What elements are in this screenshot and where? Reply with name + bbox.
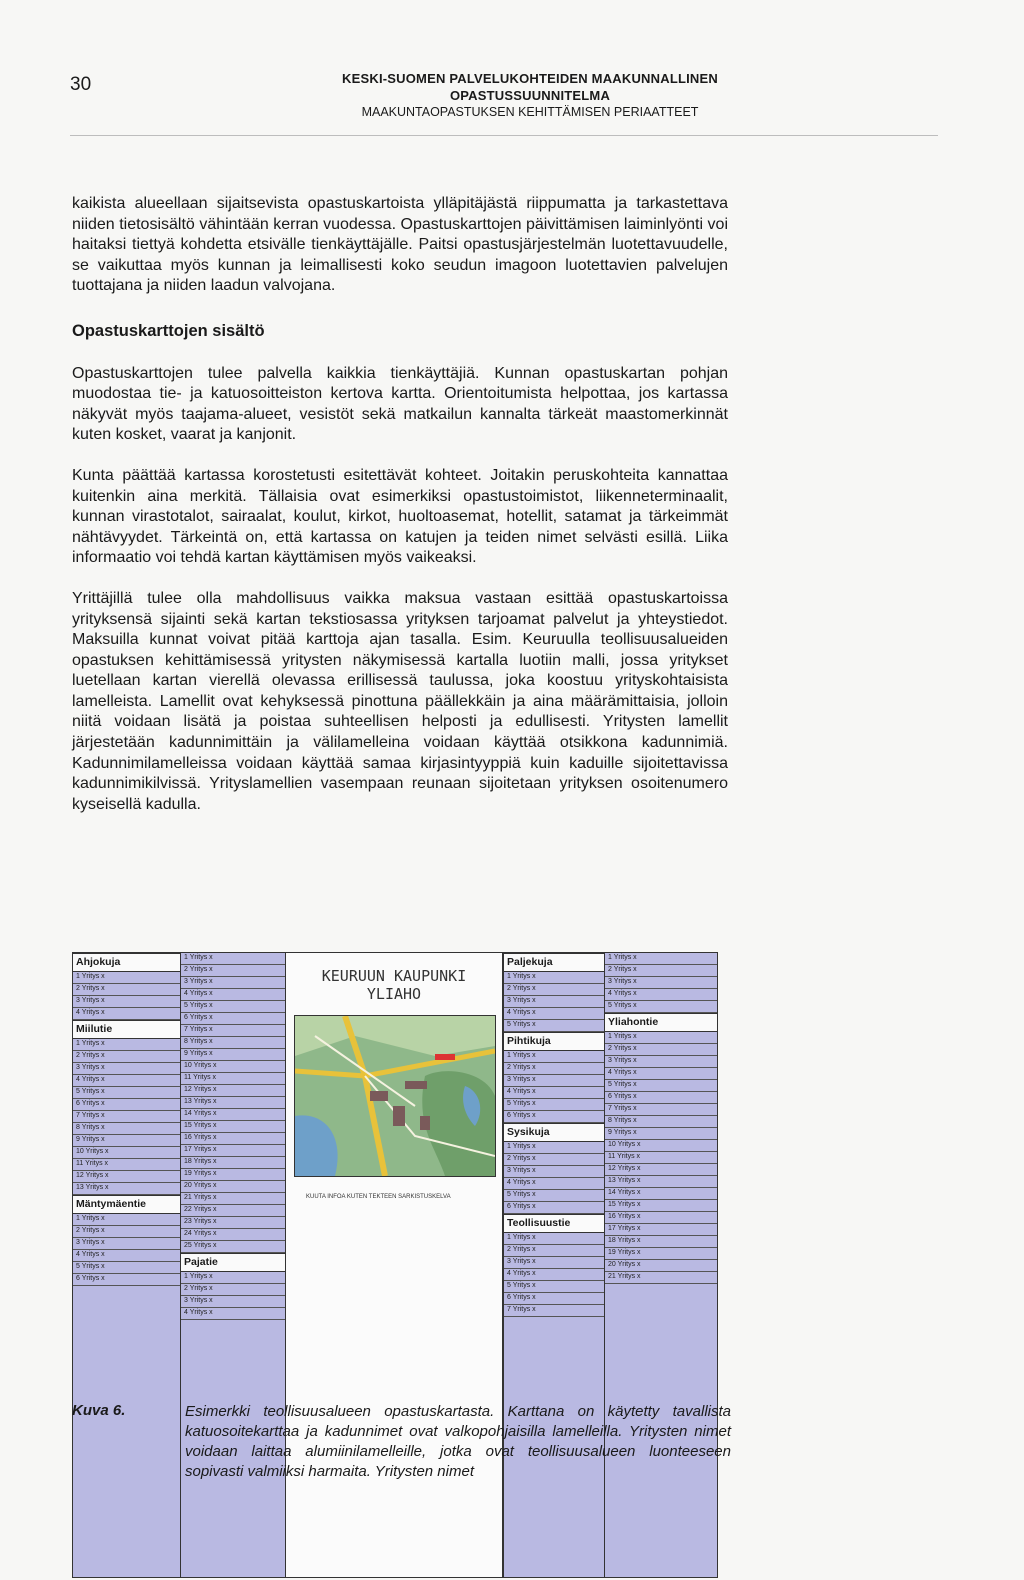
- map-title: [286, 967, 502, 1003]
- company-lamella: 3 Yritys x: [73, 1238, 181, 1250]
- lamella-group: [504, 1142, 605, 1214]
- company-lamella: 11 Yritys x: [605, 1152, 717, 1164]
- lamella-group: [73, 1039, 181, 1195]
- lamella-group: [605, 1032, 717, 1284]
- street-lamella: Ahjokuja: [73, 953, 181, 972]
- company-lamella: 15 Yritys x: [605, 1200, 717, 1212]
- street-lamella: Pihtikuja: [504, 1032, 605, 1051]
- company-lamella: 16 Yritys x: [605, 1212, 717, 1224]
- company-lamella: 18 Yritys x: [605, 1236, 717, 1248]
- company-lamella: 12 Yritys x: [73, 1171, 181, 1183]
- company-lamella: 19 Yritys x: [181, 1169, 285, 1181]
- company-lamella: 4 Yritys x: [504, 1087, 605, 1099]
- company-lamella: 4 Yritys x: [605, 1068, 717, 1080]
- company-lamella: 2 Yritys x: [504, 1154, 605, 1166]
- company-lamella: 2 Yritys x: [605, 1044, 717, 1056]
- company-lamella: 13 Yritys x: [605, 1176, 717, 1188]
- company-lamella: 15 Yritys x: [181, 1121, 285, 1133]
- company-lamella: 3 Yritys x: [73, 1063, 181, 1075]
- figure-signboard: [72, 952, 720, 1580]
- company-lamella: 7 Yritys x: [73, 1111, 181, 1123]
- company-lamella: 2 Yritys x: [181, 1284, 285, 1296]
- company-lamella: 5 Yritys x: [605, 1080, 717, 1092]
- company-lamella: 3 Yritys x: [504, 1257, 605, 1269]
- company-lamella: 5 Yritys x: [504, 1099, 605, 1111]
- caption-text: Esimerkki teollisuusalueen opastuskartasta. Karttana on käytetty tavallista katuosoitekarttaa ja kadunnimet ovat valkopohjaisilla lamelleilla. Yritysten nimet voidaan laittaa alumiinilamelleille, jotka ovat teollisuusalueen luonteeseen sopivasti valmiiksi harmaita. Yritysten nimet: [185, 1403, 731, 1480]
- company-lamella: 10 Yritys x: [181, 1061, 285, 1073]
- lamella-group: [73, 972, 181, 1020]
- paragraph-1: kaikista alueellaan sijaitsevista opastuskartoista ylläpitäjästä riippumatta ja tarkastettava niiden tietosisältö vähintään kerran vuodessa. Opastuskarttojen päivittämisen laiminlyönti voi haitaksi tiettyä kohdetta etsivälle tienkäyttäjälle. Paitsi opastusjärjestelmän luotettavuudelle, se vaikuttaa myös kunnan ja leimallisesti koko seudun imagoon luotettavien palvelujen tuottajana ja niiden laadun valvojana.: [72, 195, 728, 295]
- lamella-group: [504, 1051, 605, 1123]
- company-lamella: 1 Yritys x: [181, 1272, 285, 1284]
- company-lamella: 6 Yritys x: [181, 1013, 285, 1025]
- lamella-column-2: [180, 952, 286, 1578]
- company-lamella: 13 Yritys x: [181, 1097, 285, 1109]
- company-lamella: 6 Yritys x: [73, 1099, 181, 1111]
- paragraph-4: Yrittäjillä tulee olla mahdollisuus vaikka maksua vastaan esittää opastuskartoissa yrityksensä sijainti sekä kartan tekstiosassa yrityksen tarjoamat palvelut ja yhteystiedot. Maksuilla kunnat voivat pitää karttoja ajan tasalla. Esim. Keuruulla teollisuusalueiden opastuksen kehittämisessä yritysten näkymisessä kartalla luotiin malli, jossa yritykset luetellaan kartan vierellä olevassa erillisessä taulussa, joka koostuu yrityskohtaisista lamelleista. Lamellit ovat kehyksessä pinottuna päällekkäin ja aina määrämittaisia, jolloin niitä voidaan lisätä ja poistaa suhteellisen helposti ja edullisesti. Yritysten lamellit järjestetään kadunnimittäin ja välilamelleina voidaan käyttää otsikkona kadunnimiä. Kadunnimilamelleissa voidaan käyttää samaa kirjasintyyppiä kuin kaduille sijoitettavissa kadunnimikilvissä. Yrityslamellien vasempaan reunaan sijoitetaan yrityksen osoitenumero kyseisellä kadulla.: [72, 589, 728, 813]
- company-lamella: 2 Yritys x: [73, 984, 181, 996]
- lamella-column-1: [72, 952, 182, 1578]
- section-heading: Opastuskarttojen sisältö: [72, 321, 265, 340]
- company-lamella: 3 Yritys x: [605, 1056, 717, 1068]
- company-lamella: 21 Yritys x: [181, 1193, 285, 1205]
- company-lamella: 3 Yritys x: [504, 1075, 605, 1087]
- company-lamella: 6 Yritys x: [504, 1293, 605, 1305]
- company-lamella: 12 Yritys x: [605, 1164, 717, 1176]
- company-lamella: 2 Yritys x: [73, 1226, 181, 1238]
- lamella-column-4: [604, 952, 718, 1578]
- company-lamella: 6 Yritys x: [73, 1274, 181, 1286]
- company-lamella: 10 Yritys x: [605, 1140, 717, 1152]
- company-lamella: 2 Yritys x: [73, 1051, 181, 1063]
- company-lamella: 6 Yritys x: [504, 1111, 605, 1123]
- company-lamella: 6 Yritys x: [605, 1092, 717, 1104]
- company-lamella: 19 Yritys x: [605, 1248, 717, 1260]
- running-header: [230, 70, 830, 121]
- company-lamella: 7 Yritys x: [605, 1104, 717, 1116]
- company-lamella: 9 Yritys x: [605, 1128, 717, 1140]
- company-lamella: 4 Yritys x: [181, 989, 285, 1001]
- street-lamella: Sysikuja: [504, 1123, 605, 1142]
- lamella-group: [605, 953, 717, 1013]
- company-lamella: 4 Yritys x: [504, 1178, 605, 1190]
- company-lamella: 1 Yritys x: [504, 1233, 605, 1245]
- company-lamella: 3 Yritys x: [181, 1296, 285, 1308]
- company-lamella: 2 Yritys x: [181, 965, 285, 977]
- company-lamella: 18 Yritys x: [181, 1157, 285, 1169]
- lamella-group: [181, 1272, 285, 1320]
- company-lamella: 5 Yritys x: [181, 1001, 285, 1013]
- company-lamella: 17 Yritys x: [181, 1145, 285, 1157]
- company-lamella: 4 Yritys x: [73, 1008, 181, 1020]
- company-lamella: 4 Yritys x: [605, 989, 717, 1001]
- caption-label: Kuva 6.: [72, 1402, 126, 1419]
- company-lamella: 11 Yritys x: [73, 1159, 181, 1171]
- company-lamella: 21 Yritys x: [605, 1272, 717, 1284]
- company-lamella: 5 Yritys x: [73, 1087, 181, 1099]
- company-lamella: 7 Yritys x: [181, 1025, 285, 1037]
- company-lamella: 11 Yritys x: [181, 1073, 285, 1085]
- company-lamella: 3 Yritys x: [181, 977, 285, 989]
- lamella-group: [73, 1214, 181, 1286]
- lamella-column-3: [503, 952, 606, 1578]
- company-lamella: 5 Yritys x: [605, 1001, 717, 1013]
- street-lamella: Teollisuustie: [504, 1214, 605, 1233]
- company-lamella: 1 Yritys x: [605, 1032, 717, 1044]
- company-lamella: 22 Yritys x: [181, 1205, 285, 1217]
- lamella-group: [504, 972, 605, 1032]
- company-lamella: 2 Yritys x: [504, 1063, 605, 1075]
- map-title-line-1: KEURUUN KAUPUNKI: [321, 967, 467, 985]
- company-lamella: 12 Yritys x: [181, 1085, 285, 1097]
- company-lamella: 5 Yritys x: [504, 1020, 605, 1032]
- company-lamella: 3 Yritys x: [504, 1166, 605, 1178]
- company-lamella: 20 Yritys x: [605, 1260, 717, 1272]
- street-lamella: Yliahontie: [605, 1013, 717, 1032]
- company-lamella: 6 Yritys x: [504, 1202, 605, 1214]
- paragraph-2: Opastuskarttojen tulee palvella kaikkia tienkäyttäjiä. Kunnan opastuskartan pohjan muodostaa tie- ja katuosoitteiston kertova kartta. Orientoitumista helpottaa, jos kartassa näkyvät myös taajama-alueet, vesistöt sekä matkailun kannalta tärkeät maastomerkinnät kuten kosket, vaarat ja kanjonit.: [72, 364, 728, 444]
- company-lamella: 4 Yritys x: [73, 1250, 181, 1262]
- map-panel: [285, 952, 503, 1578]
- company-lamella: 1 Yritys x: [181, 953, 285, 965]
- company-lamella: 14 Yritys x: [605, 1188, 717, 1200]
- company-lamella: 20 Yritys x: [181, 1181, 285, 1193]
- company-lamella: 5 Yritys x: [504, 1281, 605, 1293]
- company-lamella: 24 Yritys x: [181, 1229, 285, 1241]
- company-lamella: 9 Yritys x: [73, 1135, 181, 1147]
- paragraph-3: Kunta päättää kartassa korostetusti esitettävät kohteet. Joitakin peruskohteita kannattaa kuitenkin aina merkitä. Tällaisia ovat esimerkiksi opastustoimistot, liikenneterminaalit, kunnan virastotalot, sairaalat, koulut, kirkot, huoltoasemat, hotellit, satamat ja tärkeimmät nähtävyydet. Tärkeintä on, että kartassa on katujen ja teiden nimet selvästi esillä. Liika informaatio voi tehdä kartan käyttämisen myös vaikeaksi.: [72, 466, 728, 567]
- header-line-2: OPASTUSSUUNNITELMA: [449, 88, 611, 103]
- map-note: KUUTA INFOA KUTEN TEKTEEN SARKISTUSKELVA: [306, 1194, 451, 1200]
- company-lamella: 13 Yritys x: [73, 1183, 181, 1195]
- company-lamella: 17 Yritys x: [605, 1224, 717, 1236]
- company-lamella: 1 Yritys x: [504, 1051, 605, 1063]
- company-lamella: 8 Yritys x: [73, 1123, 181, 1135]
- header-divider: [70, 135, 938, 136]
- map-title-line-2: YLIAHO: [366, 985, 422, 1003]
- header-line-1: KESKI-SUOMEN PALVELUKOHTEIDEN MAAKUNNALLINEN: [342, 71, 718, 86]
- page-number: 30: [70, 74, 92, 95]
- lamella-group: [181, 953, 285, 1253]
- company-lamella: 4 Yritys x: [504, 1008, 605, 1020]
- company-lamella: 25 Yritys x: [181, 1241, 285, 1253]
- street-lamella: Pajatie: [181, 1253, 285, 1272]
- company-lamella: 1 Yritys x: [605, 953, 717, 965]
- street-map-image: [294, 1015, 496, 1177]
- company-lamella: 1 Yritys x: [504, 1142, 605, 1154]
- header-line-3: MAAKUNTAOPASTUKSEN KEHITTÄMISEN PERIAATTEET: [361, 105, 699, 119]
- company-lamella: 14 Yritys x: [181, 1109, 285, 1121]
- company-lamella: 1 Yritys x: [73, 1039, 181, 1051]
- body-text: [72, 194, 728, 835]
- company-lamella: 1 Yritys x: [73, 972, 181, 984]
- company-lamella: 1 Yritys x: [73, 1214, 181, 1226]
- company-lamella: 8 Yritys x: [605, 1116, 717, 1128]
- company-lamella: 1 Yritys x: [504, 972, 605, 984]
- company-lamella: 9 Yritys x: [181, 1049, 285, 1061]
- company-lamella: 5 Yritys x: [504, 1190, 605, 1202]
- company-lamella: 16 Yritys x: [181, 1133, 285, 1145]
- company-lamella: 3 Yritys x: [605, 977, 717, 989]
- street-lamella: Miilutie: [73, 1020, 181, 1039]
- company-lamella: 3 Yritys x: [504, 996, 605, 1008]
- company-lamella: 4 Yritys x: [504, 1269, 605, 1281]
- company-lamella: 7 Yritys x: [504, 1305, 605, 1317]
- company-lamella: 5 Yritys x: [73, 1262, 181, 1274]
- company-lamella: 4 Yritys x: [181, 1308, 285, 1320]
- company-lamella: 2 Yritys x: [504, 984, 605, 996]
- street-lamella: Mäntymäentie: [73, 1195, 181, 1214]
- company-lamella: 2 Yritys x: [504, 1245, 605, 1257]
- company-lamella: 3 Yritys x: [73, 996, 181, 1008]
- company-lamella: 23 Yritys x: [181, 1217, 285, 1229]
- company-lamella: 10 Yritys x: [73, 1147, 181, 1159]
- lamella-group: [504, 1233, 605, 1317]
- street-lamella: Paljekuja: [504, 953, 605, 972]
- company-lamella: 8 Yritys x: [181, 1037, 285, 1049]
- company-lamella: 2 Yritys x: [605, 965, 717, 977]
- company-lamella: 4 Yritys x: [73, 1075, 181, 1087]
